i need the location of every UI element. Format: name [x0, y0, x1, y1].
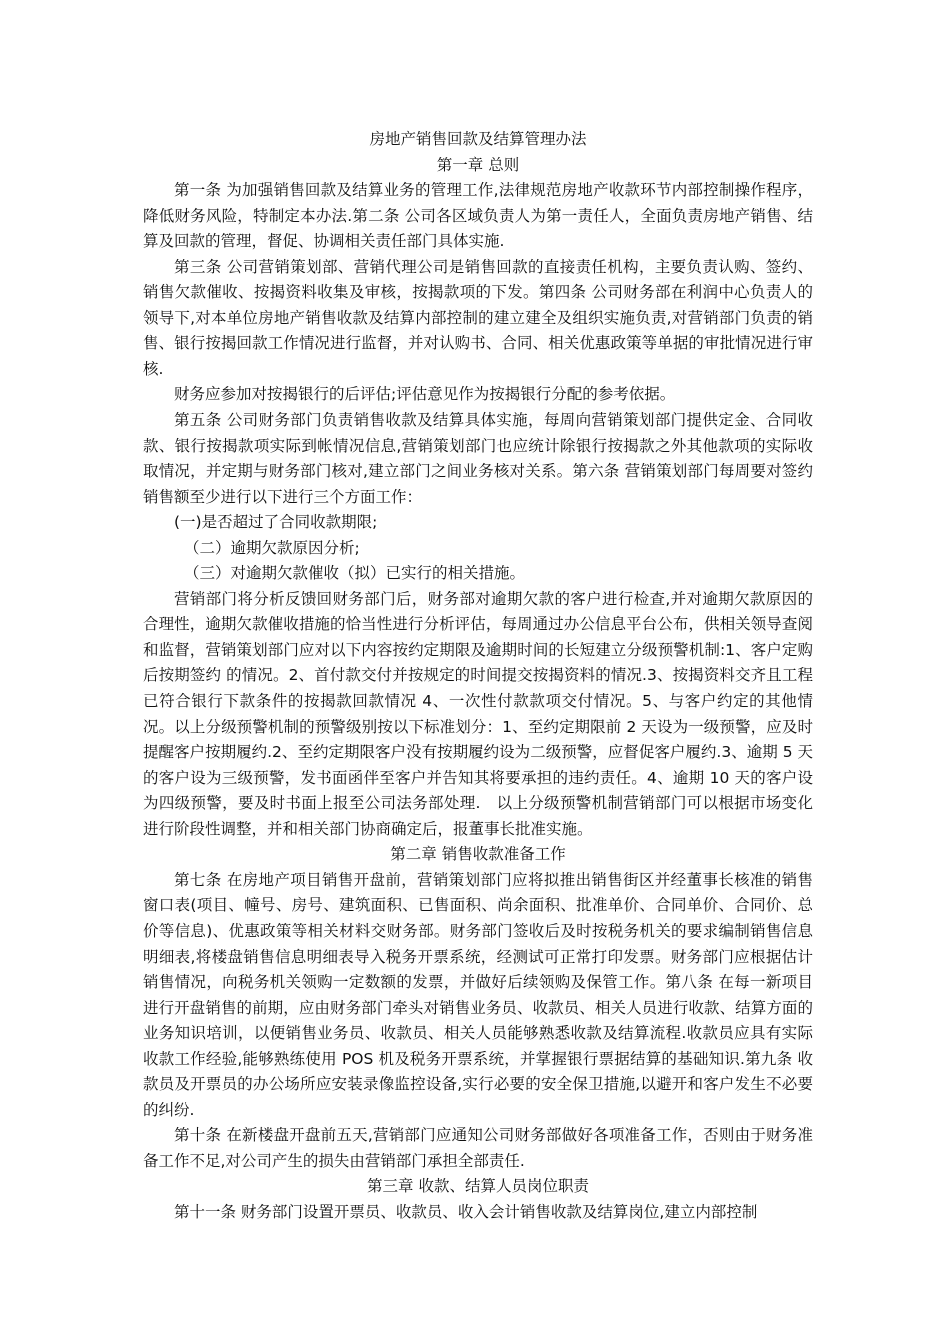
list-item-1: (一)是否超过了合同收款期限;	[174, 513, 378, 532]
chapter-heading-1: 第一章 总则	[436, 155, 520, 174]
paragraph-warning-mechanism: 营销部门将分析反馈回财务部门后，财务部对逾期欠款的客户进行检查,并对逾期欠款原因的合理性，逾期欠款催收措施的恰当性进行分析评估，每周通过办公信息平台公布，供相关领导查阅和监督，营销策划部门应对以下内容按约定期限及逾期时间的长短建立分级预警机制:1、客户定购后按期签约 的情况。2、首付款交付并按规定的时间提交按揭资料的情况.3、按揭资料交齐且工程已符合银行下款条件的按揭款回款情况 4、一次性付款款项交付情况。5、与客户约定的其他情况。以上分级预警机制的预警级别按以下标准划分：1、至约定期限前 2 天设为一级预警，应及时提醒客户按期履约.2、至约定期限客户没有按期履约设为二级预警，应督促客户履约.3、逾期 5 天的客户设为三级预警，发书面函伴至客户并告知其将要承担的违约责任。4、逾期 10 天的客户设为四级预警，要及时书面上报至公司法务部处理. 以上分级预警机制营销部门可以根据市场变化进行阶段性调整，并和相关部门协商确定后，报董事长批准实施。	[143, 589, 813, 838]
chapter-heading-2: 第二章 销售收款准备工作	[390, 845, 566, 864]
paragraph-finance-evaluation: 财务应参加对按揭银行的后评估;评估意见作为按揭银行分配的参考依据。	[174, 385, 676, 404]
paragraph-article-11: 第十一条 财务部门设置开票员、收款员、收入会计销售收款及结算岗位,建立内部控制	[174, 1202, 758, 1221]
paragraph-article-1-2: 第一条 为加强销售回款及结算业务的管理工作,法律规范房地产收款环节内部控制操作程序，降低财务风险，特制定本办法.第二条 公司各区域负责人为第一责任人，全面负责房地产销售、结算及回款的管理，督促、协调相关责任部门具体实施.	[143, 181, 813, 251]
paragraph-article-3-4: 第三条 公司营销策划部、营销代理公司是销售回款的直接责任机构，主要负责认购、签约、销售欠款催收、按揭资料收集及审核，按揭款项的下发。第四条 公司财务部在利润中心负责人的领导下,对本单位房地产销售收款及结算内部控制的建立建全及组织实施负责,对营销部门负责的销售、银行按揭回款工作情况进行监督，并对认购书、合同、相关优惠政策等单据的审批情况进行审核.	[143, 257, 813, 378]
paragraph-article-5-6: 第五条 公司财务部门负责销售收款及结算具体实施，每周向营销策划部门提供定金、合同收款、银行按揭款项实际到帐情况信息,营销策划部门也应统计除银行按揭款之外其他款项的实际收取情况，并定期与财务部门核对,建立部门之间业务核对关系。第六条 营销策划部门每周要对签约销售额至少进行以下进行三个方面工作：	[143, 411, 813, 506]
paragraph-article-7-9: 第七条 在房地产项目销售开盘前，营销策划部门应将拟推出销售街区并经董事长核准的销售窗口表(项目、幢号、房号、建筑面积、已售面积、尚余面积、批准单价、合同单价、合同价、总价等信息)、优惠政策等相关材料交财务部。财务部门签收后及时按税务机关的要求编制销售信息明细表,将楼盘销售信息明细表导入税务开票系统，经测试可正常打印发票。财务部门应根据估计销售情况，向税务机关领购一定数额的发票，并做好后续领购及保管工作。第八条 在每一新项目进行开盘销售的前期，应由财务部门牵头对销售业务员、收款员、相关人员进行收款、结算方面的业务知识培训，以便销售业务员、收款员、相关人员能够熟悉收款及结算流程.收款员应具有实际收款工作经验,能够熟练使用 POS 机及税务开票系统，并掌握银行票据结算的基础知识.第九条 收款员及开票员的办公场所应安装录像监控设备,实行必要的安全保卫措施,以避开和客户发生不必要的纠纷.	[143, 870, 813, 1119]
list-item-2: （二）逾期欠款原因分析;	[184, 538, 360, 557]
paragraph-article-10: 第十条 在新楼盘开盘前五天,营销部门应通知公司财务部做好各项准备工作，否则由于财务准备工作不足,对公司产生的损失由营销部门承担全部责任.	[143, 1126, 813, 1170]
document-title: 房地产销售回款及结算管理办法	[369, 130, 587, 148]
document-page	[143, 127, 813, 1226]
list-item-3: （三）对逾期欠款催收（拟）已实行的相关措施。	[184, 564, 526, 583]
chapter-heading-3: 第三章 收款、结算人员岗位职责	[367, 1177, 589, 1196]
